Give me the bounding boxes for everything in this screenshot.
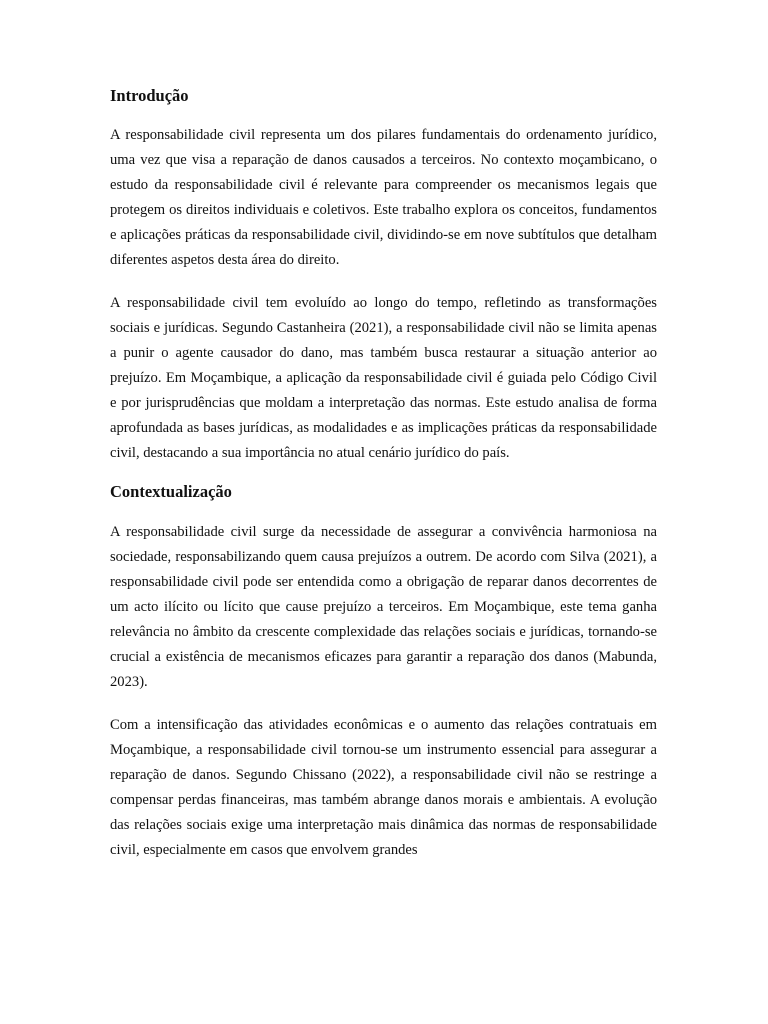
paragraph: A responsabilidade civil surge da necessidade de assegurar a convivência harmoniosa na sociedade, responsabilizando quem causa prejuízos a outrem. De acordo com Silva (2021), a responsabilidade civil pode ser entendida como a obrigação de reparar danos decorrentes de um acto ilícito ou lícito que cause prejuízo a terceiros. Em Moçambique, este tema ganha relevância no âmbito da crescente complexidade das relações sociais e jurídicas, tornando-se crucial a existência de mecanismos eficazes para garantir a reparação dos danos (Mabunda, 2023).	[110, 524, 657, 690]
paragraph: Com a intensificação das atividades econômicas e o aumento das relações contratuais em Moçambique, a responsabilidade civil tornou-se um instrumento essencial para assegurar a reparação de danos. Segundo Chissano (2022), a responsabilidade civil não se restringe a compensar perdas financeiras, mas também abrange danos morais e ambientais. A evolução das relações sociais exige uma interpretação mais dinâmica das normas de responsabilidade civil, especialmente em casos que envolvem grandes	[110, 717, 657, 858]
paragraph: A responsabilidade civil representa um dos pilares fundamentais do ordenamento jurídico, uma vez que visa a reparação de danos causados a terceiros. No contexto moçambicano, o estudo da responsabilidade civil é relevante para compreender os mecanismos legais que protegem os direitos individuais e coletivos. Este trabalho explora os conceitos, fundamentos e aplicações práticas da responsabilidade civil, dividindo-se em nove subtítulos que detalham diferentes aspetos desta área do direito.	[110, 127, 657, 268]
paragraph: A responsabilidade civil tem evoluído ao longo do tempo, refletindo as transformações sociais e jurídicas. Segundo Castanheira (2021), a responsabilidade civil não se limita apenas a punir o agente causador do dano, mas também busca restaurar a situação anterior ao prejuízo. Em Moçambique, a aplicação da responsabilidade civil é guiada pelo Código Civil e por jurisprudências que moldam a interpretação das normas. Este estudo analisa de forma aprofundada as bases jurídicas, as modalidades e as implicações práticas da responsabilidade civil, destacando a sua importância no atual cenário jurídico do país.	[110, 295, 657, 461]
section-heading-contextualizacao: Contextualização	[110, 482, 232, 501]
section-heading-introducao: Introdução	[110, 86, 189, 105]
